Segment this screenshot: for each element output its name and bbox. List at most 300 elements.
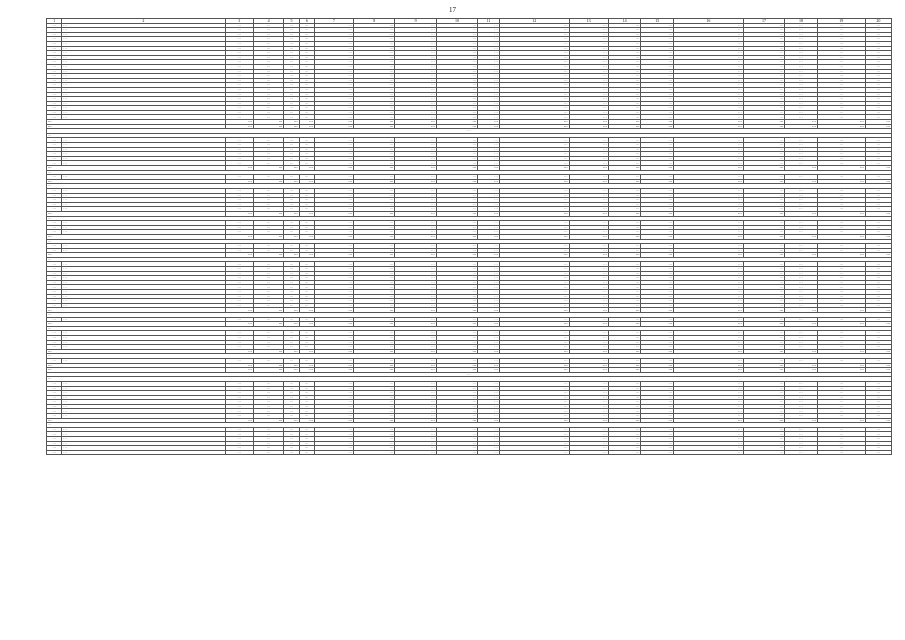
table-cell: … [284, 120, 299, 125]
table-cell: … [354, 280, 395, 285]
table-cell: … [785, 409, 818, 414]
table-cell: … [62, 285, 225, 290]
table-cell: … [253, 285, 283, 290]
table-cell: … [674, 230, 744, 235]
table-cell: … [225, 395, 253, 400]
table-cell: … [436, 87, 477, 92]
table-cell: … [47, 198, 62, 203]
table-cell: … [314, 64, 353, 69]
table-cell: … [785, 418, 818, 423]
table-cell: … [225, 340, 253, 345]
table-cell: … [314, 23, 353, 28]
table-cell: … [436, 138, 477, 143]
table-cell: … [569, 262, 608, 267]
table-cell: … [253, 446, 283, 451]
table-cell: … [395, 409, 436, 414]
table-cell: … [817, 188, 865, 193]
table-cell: … [62, 110, 225, 115]
table-cell: … [674, 446, 744, 451]
table-cell: … [47, 78, 62, 83]
table-cell: … [395, 28, 436, 33]
table-cell: … [62, 41, 225, 46]
table-cell: … [865, 202, 891, 207]
table-cell: … [478, 41, 500, 46]
table-cell: … [354, 395, 395, 400]
table-cell: … [569, 32, 608, 37]
table-cell: … [608, 322, 641, 327]
table-cell: … [395, 87, 436, 92]
table-cell: … [865, 161, 891, 166]
table-cell: … [314, 120, 353, 125]
table-cell: … [253, 202, 283, 207]
table-cell: … [569, 363, 608, 368]
table-cell: … [817, 391, 865, 396]
table-cell: … [865, 23, 891, 28]
table-cell: … [478, 74, 500, 79]
table-cell: … [817, 211, 865, 216]
table-cell: … [569, 368, 608, 373]
table-cell: … [47, 354, 892, 359]
table-cell: … [225, 110, 253, 115]
table-cell: … [641, 345, 674, 350]
table-cell: … [674, 51, 744, 56]
table-cell: 10 [436, 19, 477, 24]
table-cell: … [62, 317, 225, 322]
table-cell: … [354, 74, 395, 79]
table-cell: … [225, 358, 253, 363]
table-cell: 8 [354, 19, 395, 24]
table-cell: … [478, 207, 500, 212]
table-cell: … [478, 188, 500, 193]
table-cell: … [225, 308, 253, 313]
table-cell: … [314, 358, 353, 363]
table-cell: … [817, 340, 865, 345]
table-cell: … [674, 60, 744, 65]
table-cell: … [608, 124, 641, 129]
table-cell: … [569, 74, 608, 79]
table-cell: … [436, 175, 477, 180]
table-cell: … [354, 335, 395, 340]
table-cell: … [817, 363, 865, 368]
table-cell: … [743, 161, 784, 166]
table-cell: … [785, 37, 818, 42]
table-cell: … [62, 175, 225, 180]
table-cell: … [62, 345, 225, 350]
table-cell: … [865, 106, 891, 111]
table-cell: … [569, 335, 608, 340]
table-cell: … [743, 446, 784, 451]
table-cell: … [47, 115, 62, 120]
table-cell: … [865, 248, 891, 253]
table-cell: … [674, 363, 744, 368]
table-cell: … [284, 363, 299, 368]
table-cell: … [436, 32, 477, 37]
table-cell: … [817, 55, 865, 60]
table-cell: … [253, 60, 283, 65]
table-cell: … [299, 55, 314, 60]
table-cell: … [743, 432, 784, 437]
table-cell: … [354, 262, 395, 267]
table-cell: … [314, 161, 353, 166]
table-cell: … [299, 248, 314, 253]
table-cell: … [284, 446, 299, 451]
table-cell: … [817, 290, 865, 295]
table-cell: … [284, 60, 299, 65]
table-cell: … [225, 138, 253, 143]
table-cell: … [743, 395, 784, 400]
table-cell: … [62, 147, 225, 152]
table-cell: … [674, 290, 744, 295]
table-cell: … [478, 87, 500, 92]
table-cell: … [785, 345, 818, 350]
table-cell: … [865, 97, 891, 102]
table-cell: … [47, 225, 62, 230]
table-cell: … [608, 404, 641, 409]
table-cell: … [47, 46, 62, 51]
table-cell: … [62, 441, 225, 446]
table-cell: … [817, 83, 865, 88]
table-cell: … [284, 404, 299, 409]
table-cell: … [674, 308, 744, 313]
table-cell: … [674, 299, 744, 304]
table-cell: … [225, 83, 253, 88]
table-cell: … [641, 55, 674, 60]
table-cell: … [354, 409, 395, 414]
table-cell: … [299, 69, 314, 74]
table-cell: … [436, 253, 477, 258]
table-cell: … [608, 285, 641, 290]
table-cell: … [225, 225, 253, 230]
table-cell: … [785, 32, 818, 37]
table-cell: … [743, 358, 784, 363]
table-cell: … [674, 331, 744, 336]
table-cell: … [743, 345, 784, 350]
table-cell: … [47, 221, 62, 226]
table-cell: … [395, 179, 436, 184]
table-cell: … [354, 55, 395, 60]
table-cell: … [641, 432, 674, 437]
table-cell: … [499, 381, 569, 386]
table-cell: … [674, 322, 744, 327]
table-cell: … [674, 41, 744, 46]
table-cell: … [314, 101, 353, 106]
table-cell: … [436, 317, 477, 322]
table-cell: … [865, 335, 891, 340]
table-cell: … [436, 83, 477, 88]
table-cell: … [499, 69, 569, 74]
table-cell: … [299, 87, 314, 92]
table-cell: … [785, 156, 818, 161]
table-cell: … [299, 267, 314, 272]
table-cell: … [436, 262, 477, 267]
table-cell: … [314, 78, 353, 83]
table-cell: … [641, 230, 674, 235]
table-cell: … [225, 391, 253, 396]
table-cell: … [608, 188, 641, 193]
table-cell: … [284, 110, 299, 115]
table-cell: … [608, 230, 641, 235]
table-cell: … [62, 427, 225, 432]
table-cell: … [499, 368, 569, 373]
table-cell: … [299, 391, 314, 396]
table-cell: … [569, 437, 608, 442]
table-cell: … [817, 262, 865, 267]
table-cell: … [314, 198, 353, 203]
table-cell: … [478, 23, 500, 28]
table-cell: … [785, 285, 818, 290]
table-cell: … [253, 28, 283, 33]
table-cell: … [608, 340, 641, 345]
table-cell: … [395, 193, 436, 198]
table-cell: … [314, 147, 353, 152]
table-cell: … [569, 427, 608, 432]
table-cell: … [674, 175, 744, 180]
table-cell: … [395, 400, 436, 405]
table-cell: … [674, 358, 744, 363]
table-cell: … [436, 381, 477, 386]
table-cell: … [47, 253, 226, 258]
table-cell: … [478, 368, 500, 373]
table-cell: … [354, 64, 395, 69]
table-cell: … [284, 414, 299, 419]
table-cell: … [478, 124, 500, 129]
table-cell: … [785, 55, 818, 60]
table-cell: … [225, 381, 253, 386]
table-cell: … [743, 248, 784, 253]
table-cell: … [395, 161, 436, 166]
table-cell: … [478, 115, 500, 120]
table-cell: … [225, 404, 253, 409]
table-cell: … [641, 418, 674, 423]
table-cell: … [499, 391, 569, 396]
table-cell: … [817, 87, 865, 92]
table-cell: … [569, 87, 608, 92]
table-cell: … [785, 92, 818, 97]
table-cell: … [395, 51, 436, 56]
table-cell: … [641, 386, 674, 391]
table-cell: … [284, 97, 299, 102]
table-cell: … [284, 78, 299, 83]
table-cell: … [608, 363, 641, 368]
table-cell: … [641, 64, 674, 69]
table-cell: … [641, 207, 674, 212]
table-cell: … [478, 340, 500, 345]
table-cell: … [354, 156, 395, 161]
table-cell: … [225, 87, 253, 92]
table-cell: … [478, 400, 500, 405]
table-cell: … [674, 211, 744, 216]
table-cell: … [817, 450, 865, 455]
table-cell: … [641, 74, 674, 79]
table-cell: … [314, 345, 353, 350]
table-cell: … [314, 363, 353, 368]
table-cell: … [395, 303, 436, 308]
table-cell: … [225, 432, 253, 437]
table-cell: … [785, 358, 818, 363]
table-cell: … [314, 83, 353, 88]
table-cell: … [641, 23, 674, 28]
table-cell: … [569, 152, 608, 157]
table-cell: … [608, 51, 641, 56]
table-cell: … [785, 381, 818, 386]
table-cell: … [569, 106, 608, 111]
table-cell: … [478, 202, 500, 207]
table-cell: … [299, 271, 314, 276]
table-cell: … [608, 271, 641, 276]
table-cell: … [817, 446, 865, 451]
table-cell: … [299, 23, 314, 28]
table-cell: … [499, 244, 569, 249]
table-cell: … [641, 152, 674, 157]
table-cell: … [817, 69, 865, 74]
table-cell: … [436, 143, 477, 148]
table-cell: … [314, 138, 353, 143]
table-cell: … [608, 418, 641, 423]
table-cell: … [299, 152, 314, 157]
table-cell: … [785, 143, 818, 148]
table-cell: … [785, 368, 818, 373]
table-cell: … [817, 64, 865, 69]
table-cell: … [299, 179, 314, 184]
table-cell: … [314, 166, 353, 171]
table-cell: … [47, 437, 62, 442]
table-cell: … [641, 143, 674, 148]
table-cell: … [478, 225, 500, 230]
table-cell: … [674, 221, 744, 226]
table-cell: … [225, 437, 253, 442]
table-cell: … [47, 285, 62, 290]
table-cell: … [436, 188, 477, 193]
table-cell: … [865, 427, 891, 432]
table-cell: … [47, 276, 62, 281]
table-cell: … [499, 55, 569, 60]
table-cell: … [478, 147, 500, 152]
table-cell: … [674, 87, 744, 92]
table-cell: … [499, 60, 569, 65]
table-cell: … [865, 349, 891, 354]
table-cell: … [253, 335, 283, 340]
table-cell: … [743, 253, 784, 258]
table-cell: … [641, 271, 674, 276]
table-cell: … [47, 271, 62, 276]
table-cell: … [608, 303, 641, 308]
table-cell: … [314, 280, 353, 285]
table-cell: … [569, 432, 608, 437]
table-cell: … [569, 308, 608, 313]
table-cell: … [608, 308, 641, 313]
table-cell: … [253, 450, 283, 455]
table-cell: 9 [395, 19, 436, 24]
table-cell: … [299, 414, 314, 419]
table-cell: … [674, 391, 744, 396]
table-cell: … [743, 78, 784, 83]
table-cell: … [47, 248, 62, 253]
table-cell: … [253, 147, 283, 152]
table-cell: … [641, 234, 674, 239]
table-cell: … [865, 271, 891, 276]
table-cell: … [284, 368, 299, 373]
table-cell: … [314, 202, 353, 207]
table-cell: … [817, 138, 865, 143]
table-cell: … [865, 143, 891, 148]
table-cell: … [785, 69, 818, 74]
table-cell: … [62, 92, 225, 97]
table-cell: … [569, 400, 608, 405]
table-cell: … [354, 202, 395, 207]
table-cell: … [253, 51, 283, 56]
table-cell: … [253, 198, 283, 203]
table-cell: … [395, 115, 436, 120]
table-cell: … [478, 101, 500, 106]
table-cell: … [395, 32, 436, 37]
table-cell: … [314, 234, 353, 239]
table-cell: … [284, 147, 299, 152]
table-cell: … [47, 349, 226, 354]
table-cell: … [478, 193, 500, 198]
table-cell: … [299, 290, 314, 295]
table-cell: … [743, 404, 784, 409]
table-cell: … [865, 358, 891, 363]
table-cell: … [225, 427, 253, 432]
table-cell: … [314, 349, 353, 354]
table-cell: … [436, 115, 477, 120]
table-cell: … [865, 138, 891, 143]
table-body [47, 19, 892, 455]
table-cell: … [865, 32, 891, 37]
table-cell: … [817, 147, 865, 152]
table-cell: … [436, 395, 477, 400]
table-cell: … [478, 317, 500, 322]
table-cell: … [817, 244, 865, 249]
table-cell: … [314, 152, 353, 157]
table-cell: … [743, 244, 784, 249]
table-cell: … [62, 83, 225, 88]
table-cell: … [865, 69, 891, 74]
table-cell: … [743, 234, 784, 239]
table-cell: … [395, 358, 436, 363]
table-cell: … [436, 335, 477, 340]
table-cell: … [641, 335, 674, 340]
table-cell: … [299, 234, 314, 239]
table-cell: … [499, 37, 569, 42]
table-cell: … [395, 285, 436, 290]
table-cell: … [354, 179, 395, 184]
table-cell: … [743, 28, 784, 33]
table-cell: … [284, 234, 299, 239]
table-cell: … [569, 290, 608, 295]
table-cell: … [354, 230, 395, 235]
table-cell: … [499, 230, 569, 235]
table-cell: … [253, 87, 283, 92]
table-cell: … [314, 335, 353, 340]
table-cell: … [395, 294, 436, 299]
table-cell: … [569, 198, 608, 203]
table-cell: … [641, 368, 674, 373]
table-cell: … [865, 83, 891, 88]
table-cell: … [499, 441, 569, 446]
table-cell: … [354, 345, 395, 350]
table-cell: … [47, 368, 226, 373]
table-cell: … [478, 161, 500, 166]
table-cell: … [817, 404, 865, 409]
table-cell: … [395, 317, 436, 322]
table-cell: … [225, 303, 253, 308]
table-cell: … [641, 106, 674, 111]
table-cell: … [569, 101, 608, 106]
table-cell: … [299, 46, 314, 51]
table-cell: … [569, 280, 608, 285]
table-cell: … [253, 211, 283, 216]
